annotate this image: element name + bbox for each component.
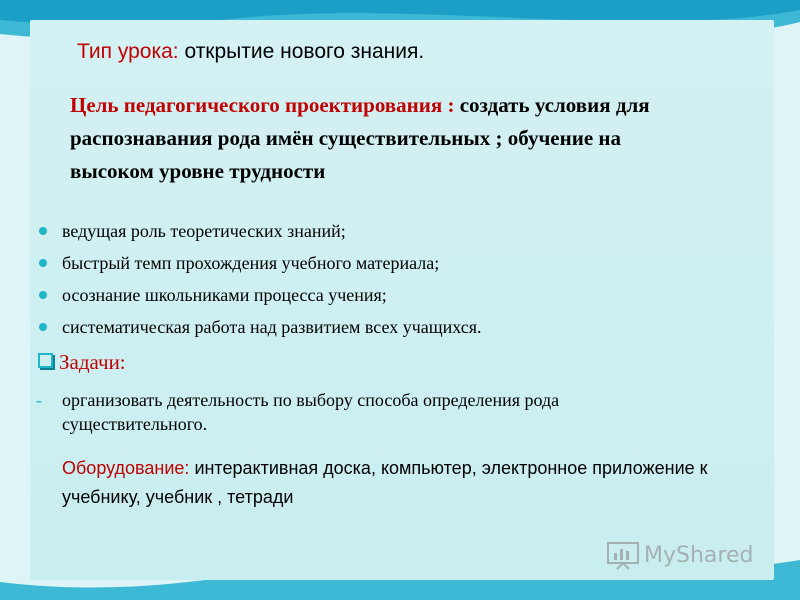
principles-list [36, 219, 482, 347]
lesson-type-label: Тип урока: [77, 40, 179, 63]
lesson-type-value: открытие нового знания. [178, 40, 425, 63]
tasks-heading: Задачи: [38, 350, 126, 375]
bullet-dot-icon [39, 259, 47, 267]
bullet-dot-icon [39, 323, 47, 331]
equipment-block [62, 454, 742, 512]
task-item: - организовать деятельность по выбору способа определения рода существительного. [36, 390, 560, 434]
lesson-type [77, 40, 424, 64]
list-item: осознание школьниками процесса учения; [36, 283, 482, 315]
bullet-dot-icon [39, 227, 47, 235]
watermark [606, 540, 753, 570]
equipment-text: интерактивная доска, компьютер, электронное приложение к учебнику, учебник , тетради [62, 458, 708, 507]
list-item: систематическая работа над развитием всех учащихся. [36, 315, 482, 347]
goal-block [70, 89, 680, 188]
list-item: ведущая роль теоретических знаний; [36, 219, 482, 251]
watermark-text: MyShared [644, 542, 754, 568]
dash-bullet-icon: - [36, 390, 42, 410]
goal-text: создать условия для распознавания рода имён существительных ; обучение на высоком уровне трудности [70, 93, 650, 183]
bullet-dot-icon [39, 291, 47, 299]
goal-label: Цель педагогического проектирования : [70, 93, 455, 117]
checkbox-bullet-icon [38, 353, 53, 368]
presentation-icon [606, 540, 640, 570]
list-item: быстрый темп прохождения учебного материала; [36, 251, 482, 283]
equipment-label: Оборудование: [62, 458, 190, 478]
